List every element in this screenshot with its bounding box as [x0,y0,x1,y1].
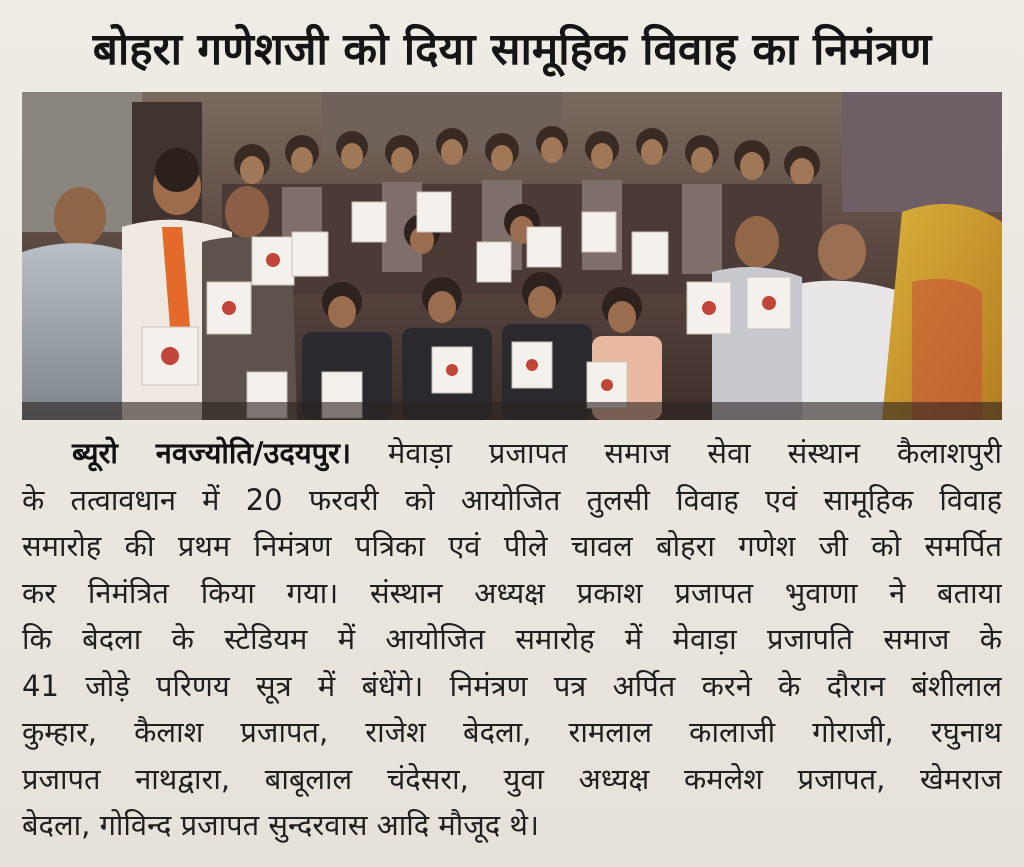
article-line: कुम्हार, कैलाश प्रजापत, राजेश बेदला, रामलाल कालाजी गोराजी, रघुनाथ [22,715,1002,749]
article-body [22,430,1002,849]
article-line: समारोह की प्रथम निमंत्रण पत्रिका एवं पीले चावल बोहरा गणेश जी को समर्पित [22,529,1002,563]
dateline: ब्यूरो नवज्योति/उदयपुर। [72,436,351,470]
article-line: 41 जोड़े परिणय सूत्र में बंधेंगे। निमंत्रण पत्र अर्पित करने के दौरान बंशीलाल [22,668,1002,703]
headline: बोहरा गणेशजी को दिया सामूहिक विवाह का निमंत्रण [92,24,932,75]
article-line [22,430,1002,477]
article-line: कर निमंत्रित किया गया। संस्थान अध्यक्ष प्रकाश प्रजापत भुवाणा ने बताया [22,575,1002,610]
article-line: के तत्वावधान में 20 फरवरी को आयोजित तुलसी विवाह एवं सामूहिक विवाह [22,482,1002,517]
news-photo [22,92,1002,420]
article-line: बेदला, गोविन्द प्रजापत सुन्दरवास आदि मौजूद थे। [22,808,539,842]
article-line-text: मेवाड़ा प्रजापत समाज सेवा संस्थान कैलाशपुरी [387,436,1002,470]
article-line: कि बेदला के स्टेडियम में आयोजित समारोह में मेवाड़ा प्रजापति समाज के [22,622,1002,656]
article-line: प्रजापत नाथद्वारा, बाबूलाल चंदेसरा, युवा अध्यक्ष कमलेश प्रजापत, खेमराज [22,761,1002,796]
